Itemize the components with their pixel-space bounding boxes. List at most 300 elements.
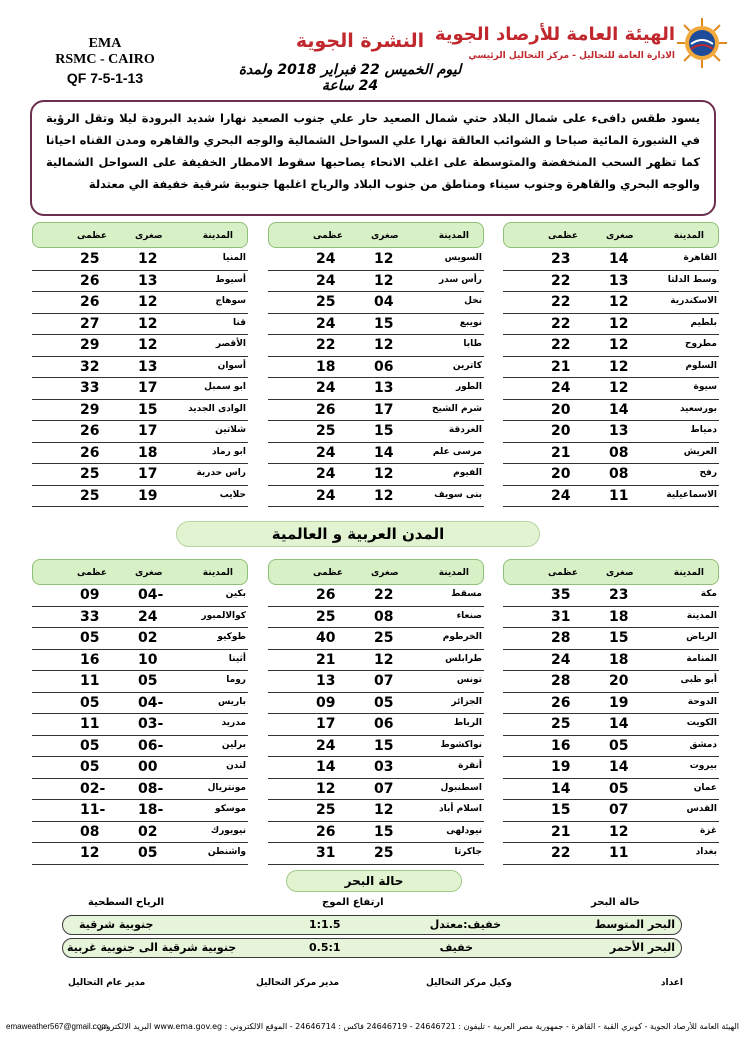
city-name: نخل [464, 296, 482, 306]
egypt-temp-table-1 [503, 222, 719, 504]
max-temp: 19 [551, 759, 571, 775]
column-header-max: عظمى [77, 568, 108, 578]
city-name: الخرطوم [442, 632, 482, 642]
max-temp: 22 [551, 294, 571, 310]
sea-wind: جنوبية شرقية الى جنوبية غربية [67, 941, 237, 954]
city-name: بورسعيد [679, 403, 717, 414]
min-temp: 18 [609, 651, 629, 668]
min-temp: 14 [609, 251, 629, 267]
table-row [32, 249, 248, 271]
city-name: تونس [456, 675, 482, 685]
min-temp: 13 [138, 272, 158, 289]
city-name: ابو سمبل [204, 382, 246, 392]
table-row [503, 650, 719, 672]
column-header-city: المدينة [438, 568, 469, 578]
max-temp: 27 [80, 315, 100, 332]
min-temp: 17 [138, 423, 158, 439]
max-temp: 24 [316, 315, 336, 332]
column-header-city: المدينة [673, 231, 704, 241]
table-row [268, 822, 484, 844]
table-row [503, 585, 719, 607]
max-temp: 17 [316, 716, 336, 732]
egypt-temp-table-3 [32, 222, 248, 504]
column-header-max: عظمى [548, 568, 579, 578]
max-temp: 32 [80, 358, 100, 375]
min-temp: 05 [374, 694, 394, 711]
max-temp: 29 [80, 337, 100, 353]
max-temp: 28 [551, 630, 571, 646]
max-temp: 22 [551, 337, 571, 353]
city-name: لندن [226, 761, 246, 771]
table-row [503, 628, 719, 650]
max-temp: 24 [316, 466, 336, 482]
table-row [268, 714, 484, 736]
table-row [503, 714, 719, 736]
max-temp: 22 [551, 315, 571, 332]
max-temp: 12 [80, 845, 100, 861]
table-row [32, 693, 248, 715]
table-row [503, 357, 719, 379]
min-temp: 05 [138, 845, 158, 861]
table-row [32, 757, 248, 779]
sea-header-wind: الرياح السطحية [88, 897, 165, 908]
city-name: مكة [700, 589, 717, 599]
city-name: باريس [217, 696, 246, 707]
max-temp: 26 [80, 444, 100, 461]
header-right-block [425, 24, 675, 61]
min-temp: 12 [609, 823, 629, 840]
min-temp: 11 [609, 845, 629, 861]
min-temp: 08 [374, 608, 394, 625]
min-temp: 15 [374, 315, 394, 332]
sea-row-mediterranean [62, 915, 682, 935]
table-row [503, 378, 719, 400]
max-temp: 22 [551, 272, 571, 289]
table-row [268, 843, 484, 865]
city-name: برلين [221, 739, 246, 750]
table-row [268, 400, 484, 422]
max-temp: 11- [80, 802, 106, 818]
center-name: RSMC - CAIRO [55, 52, 155, 68]
max-temp: 26 [80, 272, 100, 289]
city-name: السلوم [685, 360, 717, 371]
table-row [268, 779, 484, 801]
min-temp: 18- [138, 802, 164, 818]
city-name: شرم الشيخ [432, 403, 482, 414]
min-temp: 00 [138, 759, 158, 775]
min-temp: 14 [374, 444, 394, 461]
max-temp: 24 [316, 737, 336, 754]
min-temp: 12 [138, 315, 158, 332]
min-temp: 07 [374, 673, 394, 689]
max-temp: 18 [316, 358, 336, 375]
table-row [32, 671, 248, 693]
min-temp: 08 [609, 444, 629, 461]
table-row [268, 421, 484, 443]
table-row [503, 607, 719, 629]
table-row [503, 736, 719, 758]
table-row [268, 607, 484, 629]
min-temp: 12 [374, 487, 394, 504]
table-row [268, 464, 484, 486]
column-header-min: صغرى [371, 568, 399, 578]
table-row [32, 400, 248, 422]
table-row [268, 486, 484, 508]
max-temp: 29 [80, 401, 100, 418]
column-header-city: المدينة [673, 568, 704, 578]
footer-email-link[interactable]: emaweather567@gmail.com [6, 1022, 108, 1031]
max-temp: 25 [316, 802, 336, 818]
table-row [32, 292, 248, 314]
column-header-max: عظمى [77, 231, 108, 241]
city-name: الفيوم [453, 468, 482, 478]
max-temp: 25 [316, 423, 336, 439]
min-temp: 18 [609, 608, 629, 625]
city-name: المنامة [686, 653, 717, 664]
max-temp: 12 [316, 780, 336, 797]
city-name: الطور [455, 382, 482, 392]
max-temp: 24 [316, 487, 336, 504]
table-row [268, 443, 484, 465]
max-temp: 05 [80, 630, 100, 646]
max-temp: 22 [316, 337, 336, 353]
table-row [503, 779, 719, 801]
table-row [32, 628, 248, 650]
max-temp: 25 [316, 294, 336, 310]
max-temp: 33 [80, 608, 100, 625]
table-row [503, 757, 719, 779]
table-row [503, 486, 719, 508]
max-temp: 20 [551, 423, 571, 439]
min-temp: 10 [138, 651, 158, 668]
city-name: سيوة [693, 382, 717, 392]
max-temp: 26 [316, 587, 336, 603]
city-name: أبو ظبى [680, 675, 717, 685]
table-row [268, 314, 484, 336]
city-name: مونتريال [207, 782, 246, 793]
sea-state-header [70, 897, 680, 911]
column-header-min: صغرى [606, 231, 634, 241]
max-temp: 25 [551, 716, 571, 732]
table-row [32, 271, 248, 293]
min-temp: 05 [138, 673, 158, 689]
max-temp: 05 [80, 737, 100, 754]
city-name: الغردقة [448, 425, 482, 435]
dept-name-ar: الادارة العامة للتحاليل - مركز التحاليل الرئيسي [468, 51, 675, 61]
min-temp: 12 [374, 802, 394, 818]
max-temp: 09 [80, 587, 100, 603]
min-temp: 02 [138, 823, 158, 840]
signatures-row [0, 978, 745, 992]
min-temp: 12 [374, 251, 394, 267]
max-temp: 05 [80, 759, 100, 775]
min-temp: 20 [609, 673, 629, 689]
max-temp: 15 [551, 802, 571, 818]
table-header [268, 222, 484, 248]
min-temp: 17 [138, 466, 158, 482]
city-name: السويس [444, 253, 482, 263]
min-temp: 12 [374, 466, 394, 482]
table-row [32, 421, 248, 443]
min-temp: 07 [609, 802, 629, 818]
bulletin-date: ليوم الخميس 22 فبراير 2018 ولمدة 24 ساعة [238, 62, 462, 94]
table-row [503, 400, 719, 422]
min-temp: 05 [609, 780, 629, 797]
sea-row-red-sea [62, 938, 682, 958]
header-left-block [30, 36, 180, 86]
table-row [503, 843, 719, 865]
column-header-min: صغرى [135, 231, 163, 241]
max-temp: 13 [316, 673, 336, 689]
city-name: الاسكندرية [670, 296, 717, 306]
min-temp: 12 [609, 315, 629, 332]
table-row [503, 800, 719, 822]
min-temp: 03 [374, 759, 394, 775]
column-header-min: صغرى [135, 568, 163, 578]
city-name: اسلام أباد [439, 804, 482, 814]
min-temp: 14 [609, 716, 629, 732]
city-name: نيويورك [210, 825, 246, 836]
table-row [268, 693, 484, 715]
column-header-max: عظمى [548, 231, 579, 241]
table-row [503, 443, 719, 465]
min-temp: 12 [374, 337, 394, 353]
table-row [32, 357, 248, 379]
min-temp: 11 [609, 487, 629, 504]
min-temp: 12 [609, 358, 629, 375]
table-header [268, 559, 484, 585]
table-row [32, 736, 248, 758]
city-name: أثينا [228, 653, 246, 664]
signature-prepared: اعداد [660, 978, 683, 988]
sea-wind: جنوبية شرقية [79, 918, 154, 931]
city-name: راس حدربة [196, 468, 246, 478]
footer-address: الهيئة العامة للأرصاد الجوية - كوبري القبة - القاهرة - جمهورية مصر العربية - تليفون : 24646721 - 24646719 فاكس : 24646714 - الموقع الالكتروني : www.ema.gov.eg البريد الالكتروني : [92, 1022, 739, 1031]
max-temp: 05 [80, 694, 100, 711]
max-temp: 26 [316, 823, 336, 840]
city-name: صنعاء [456, 610, 482, 621]
table-row [32, 779, 248, 801]
sea-header-state: حالة البحر [591, 897, 640, 908]
min-temp: 25 [374, 630, 394, 646]
city-name: مدريد [221, 718, 246, 728]
city-name: نيودلهى [446, 825, 482, 836]
column-header-city: المدينة [438, 231, 469, 241]
min-temp: 25 [374, 845, 394, 861]
min-temp: 12 [374, 272, 394, 289]
max-temp: 21 [551, 444, 571, 461]
max-temp: 26 [80, 423, 100, 439]
table-header [32, 559, 248, 585]
city-name: الجزائر [451, 696, 482, 707]
world-temp-table-1 [503, 559, 719, 861]
city-name: موسكو [215, 804, 246, 814]
min-temp: 04- [138, 587, 164, 603]
table-row [32, 607, 248, 629]
table-header [503, 222, 719, 248]
min-temp: 17 [374, 401, 394, 418]
table-row [503, 335, 719, 357]
min-temp: 12 [138, 251, 158, 267]
min-temp: 05 [609, 737, 629, 754]
table-row [503, 822, 719, 844]
min-temp: 12 [609, 380, 629, 396]
min-temp: 22 [374, 587, 394, 603]
max-temp: 25 [80, 487, 100, 504]
max-temp: 14 [551, 780, 571, 797]
column-header-max: عظمى [313, 231, 344, 241]
min-temp: 18 [138, 444, 158, 461]
form-code: QF 7-5-1-13 [66, 70, 144, 87]
max-temp: 16 [80, 651, 100, 668]
city-name: طرابلس [445, 653, 482, 664]
min-temp: 15 [374, 823, 394, 840]
footer [6, 1022, 739, 1036]
world-temp-table-2 [268, 559, 484, 861]
table-row [268, 736, 484, 758]
table-row [32, 335, 248, 357]
max-temp: 21 [551, 823, 571, 840]
min-temp: 15 [374, 423, 394, 439]
min-temp: 23 [609, 587, 629, 603]
signature-deputy: وكيل مركز التحاليل [426, 978, 512, 988]
city-name: بكين [225, 589, 246, 599]
max-temp: 20 [551, 466, 571, 482]
city-name: نويبع [459, 317, 482, 328]
column-header-city: المدينة [202, 568, 233, 578]
table-row [268, 800, 484, 822]
max-temp: 26 [316, 401, 336, 418]
city-name: حلايب [219, 489, 246, 500]
column-header-max: عظمى [313, 568, 344, 578]
city-name: بلطيم [690, 317, 717, 328]
egypt-temp-table-2 [268, 222, 484, 504]
table-row [268, 757, 484, 779]
city-name: القاهرة [683, 253, 717, 263]
city-name: مرسى علم [432, 446, 482, 457]
signature-director: مدير مركز التحاليل [256, 978, 340, 988]
city-name: طابا [463, 339, 482, 349]
table-row [268, 335, 484, 357]
table-row [268, 271, 484, 293]
max-temp: 28 [551, 673, 571, 689]
table-row [503, 292, 719, 314]
max-temp: 26 [80, 294, 100, 310]
table-row [503, 464, 719, 486]
city-name: واشنطن [207, 847, 246, 857]
min-temp: 08 [609, 466, 629, 482]
table-row [503, 421, 719, 443]
column-header-city: المدينة [202, 231, 233, 241]
max-temp: 21 [316, 651, 336, 668]
table-row [503, 671, 719, 693]
table-row [32, 843, 248, 865]
sea-wave: 1:1.5 [309, 918, 341, 931]
city-name: غزة [699, 825, 717, 836]
min-temp: 12 [374, 651, 394, 668]
table-row [503, 314, 719, 336]
min-temp: 15 [138, 401, 158, 418]
min-temp: 12 [609, 294, 629, 310]
city-name: مطروح [684, 339, 717, 349]
table-row [268, 671, 484, 693]
city-name: أسيوط [215, 274, 246, 285]
city-name: كاترين [452, 360, 482, 371]
city-name: أنقرة [458, 761, 482, 771]
table-row [503, 271, 719, 293]
city-name: القدس [686, 804, 717, 814]
min-temp: 06- [138, 737, 164, 754]
table-row [32, 486, 248, 508]
sea-state-title: حالة البحر [286, 870, 462, 892]
min-temp: 04 [374, 294, 394, 310]
world-temp-table-3 [32, 559, 248, 861]
city-name: كوالالمبور [201, 610, 246, 621]
table-row [32, 650, 248, 672]
table-row [268, 585, 484, 607]
max-temp: 16 [551, 737, 571, 754]
city-name: سوهاج [215, 296, 246, 306]
min-temp: 02 [138, 630, 158, 646]
max-temp: 25 [316, 608, 336, 625]
min-temp: 19 [609, 694, 629, 711]
table-row [32, 822, 248, 844]
city-name: قنا [233, 317, 246, 328]
table-header [503, 559, 719, 585]
max-temp: 33 [80, 380, 100, 396]
table-row [32, 464, 248, 486]
org-name-ar: الهيئة العامة للأرصاد الجوية [434, 24, 675, 45]
min-temp: 15 [374, 737, 394, 754]
city-name: بغداد [695, 847, 717, 857]
max-temp: 20 [551, 401, 571, 418]
table-row [32, 314, 248, 336]
table-row [268, 249, 484, 271]
table-row [32, 800, 248, 822]
max-temp: 24 [551, 651, 571, 668]
min-temp: 04- [138, 694, 164, 711]
org-abbrev: EMA [88, 36, 122, 51]
column-header-min: صغرى [371, 231, 399, 241]
forecast-text-box: يسود طقس دافىء على شمال البلاد حتي شمال الصعيد حار علي جنوب الصعيد نهارا شديد البرودة ليلا وتقل الرؤية في الشبورة المائية صباحا و الشوائب العالقة نهارا علي السواحل الشمالية والوجه البحري والقاهره ومدن القناه احيانا كما تظهر السحب المنخفضة والمتوسطة على اغلب الانحاء يصاحبها سقوط الامطار الخفيفة على السواحل الشمالية والوجه البحري والقاهرة وجنوب سيناء ومناطق من جنوب البلاد والرياح اغلبها جنوبية شرقية خفيفة الي معتدلة [30, 100, 716, 216]
city-name: أسوان [217, 360, 246, 371]
min-temp: 13 [609, 423, 629, 439]
city-name: الوادى الجديد [188, 403, 246, 414]
table-row [32, 585, 248, 607]
column-header-min: صغرى [606, 568, 634, 578]
min-temp: 12 [138, 337, 158, 353]
max-temp: 22 [551, 845, 571, 861]
min-temp: 03- [138, 716, 164, 732]
max-temp: 24 [316, 444, 336, 461]
city-name: ابو رماد [212, 446, 246, 457]
max-temp: 23 [551, 251, 571, 267]
city-name: رفح [699, 468, 717, 478]
city-name: الأقصر [215, 339, 246, 349]
max-temp: 24 [316, 251, 336, 267]
city-name: دمياط [690, 425, 717, 435]
max-temp: 11 [80, 673, 100, 689]
city-name: شلاتين [215, 425, 246, 435]
world-cities-banner: المدن العربية و العالمية [176, 521, 540, 547]
min-temp: 08- [138, 780, 164, 797]
table-row [32, 714, 248, 736]
city-name: المدينة [686, 610, 717, 621]
min-temp: 13 [374, 380, 394, 396]
min-temp: 12 [609, 337, 629, 353]
min-temp: 14 [609, 759, 629, 775]
city-name: العريش [683, 446, 717, 457]
